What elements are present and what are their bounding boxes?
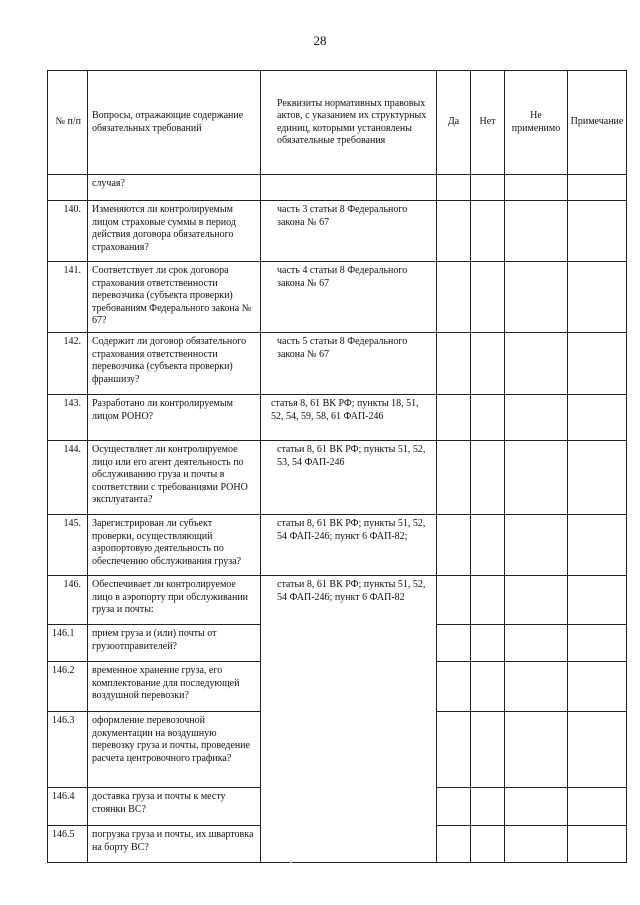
answer-yes-cell[interactable] [437,262,471,333]
row-requisites: часть 3 статьи 8 Федерального закона № 67 [261,201,437,262]
answer-no-cell[interactable] [471,625,505,662]
scan-speck [290,862,292,863]
row-question: Зарегистрирован ли субъект проверки, осуществляющий аэропортовую деятельность по обеспечению обслуживания груза? [88,515,261,576]
answer-yes-cell[interactable] [437,625,471,662]
row-question: Обеспечивает ли контролируемое лицо в аэропорту при обслуживании груза и почты: [88,576,261,625]
row-num: 145. [48,515,88,576]
row-question: временное хранение груза, его комплектование для последующей воздушной перевозки? [88,662,261,712]
note-cell[interactable] [568,515,627,576]
answer-na-cell[interactable] [505,712,568,788]
row-requisites: статья 8, 61 ВК РФ; пункты 18, 51, 52, 54, 59, 58, 61 ФАП-246 [261,395,437,441]
answer-na-cell[interactable] [505,625,568,662]
row-question: оформление перевозочной документации на воздушную перевозку груза и почты, проведение расчета центровочного графика? [88,712,261,788]
page-number: 28 [313,33,327,48]
note-cell[interactable] [568,175,627,201]
answer-no-cell[interactable] [471,201,505,262]
header-row [48,71,627,175]
row-num: 146. [48,576,88,625]
answer-na-cell[interactable] [505,788,568,826]
row-requisites: статьи 8, 61 ВК РФ; пункты 51, 52, 54 ФАП-246; пункт 6 ФАП-82; [261,515,437,576]
answer-no-cell[interactable] [471,515,505,576]
note-cell[interactable] [568,441,627,515]
row-num: 141. [48,262,88,333]
header-num: № п/п [48,71,88,175]
row-num: 144. [48,441,88,515]
note-cell[interactable] [568,662,627,712]
subrow-num: 146.3 [48,712,88,788]
subrow-num: 146.5 [48,826,88,863]
answer-na-cell[interactable] [505,395,568,441]
row-question: Содержит ли договор обязательного страхования ответственности перевозчика (субъекта проверки) франшизу? [88,333,261,395]
header-requisites: Реквизиты нормативных правовых актов, с указанием их структурных единиц, которыми установлены обязательные требования [261,71,437,175]
header-question: Вопросы, отражающие содержание обязательных требований [88,71,261,175]
answer-no-cell[interactable] [471,662,505,712]
answer-na-cell[interactable] [505,175,568,201]
row-num: 140. [48,201,88,262]
answer-na-cell[interactable] [505,576,568,625]
answer-na-cell[interactable] [505,262,568,333]
answer-no-cell[interactable] [471,262,505,333]
header-na: Не применимо [505,71,568,175]
note-cell[interactable] [568,625,627,662]
header-note: Примечание [568,71,627,175]
answer-no-cell[interactable] [471,576,505,625]
header-no: Нет [471,71,505,175]
answer-yes-cell[interactable] [437,441,471,515]
row-requisites [261,175,437,201]
row-num: 143. [48,395,88,441]
header-yes: Да [437,71,471,175]
note-cell[interactable] [568,333,627,395]
answer-na-cell[interactable] [505,826,568,863]
table-row [48,201,627,262]
table-row [48,395,627,441]
row-requisites: статьи 8, 61 ВК РФ; пункты 51, 52, 54 ФАП-246; пункт 6 ФАП-82 [261,576,437,863]
row-requisites: статьи 8, 61 ВК РФ; пункты 51, 52, 53, 54 ФАП-246 [261,441,437,515]
answer-no-cell[interactable] [471,712,505,788]
answer-yes-cell[interactable] [437,576,471,625]
table-row [48,262,627,333]
answer-no-cell[interactable] [471,788,505,826]
note-cell[interactable] [568,262,627,333]
note-cell[interactable] [568,395,627,441]
row-question: Соответствует ли срок договора страхования ответственности перевозчика (субъекта проверки) требованиям Федерального закона № 67? [88,262,261,333]
row-question: случая? [88,175,261,201]
table-row [48,333,627,395]
subrow-num: 146.2 [48,662,88,712]
note-cell[interactable] [568,826,627,863]
row-question: Разработано ли контролируемым лицом РОНО? [88,395,261,441]
answer-na-cell[interactable] [505,515,568,576]
row-question: прием груза и (или) почты от грузоотправителей? [88,625,261,662]
note-cell[interactable] [568,576,627,625]
answer-yes-cell[interactable] [437,333,471,395]
subrow-num: 146.4 [48,788,88,826]
answer-yes-cell[interactable] [437,826,471,863]
answer-yes-cell[interactable] [437,515,471,576]
answer-yes-cell[interactable] [437,175,471,201]
answer-no-cell[interactable] [471,826,505,863]
row-question: доставка груза и почты к месту стоянки ВС? [88,788,261,826]
answer-na-cell[interactable] [505,201,568,262]
table-row [48,441,627,515]
table-row [48,576,627,625]
row-num [48,175,88,201]
answer-na-cell[interactable] [505,333,568,395]
answer-yes-cell[interactable] [437,662,471,712]
note-cell[interactable] [568,788,627,826]
answer-no-cell[interactable] [471,395,505,441]
row-question: Осуществляет ли контролируемое лицо или его агент деятельность по обслуживанию груза и почты в соответствии с требованиями РОНО эксплуатанта? [88,441,261,515]
row-requisites: часть 5 статьи 8 Федерального закона № 67 [261,333,437,395]
row-requisites: часть 4 статьи 8 Федерального закона № 67 [261,262,437,333]
table-row [48,515,627,576]
checklist-table [47,70,627,863]
answer-yes-cell[interactable] [437,395,471,441]
answer-na-cell[interactable] [505,662,568,712]
row-question: Изменяются ли контролируемым лицом страховые суммы в период действия договора обязательного страхования? [88,201,261,262]
note-cell[interactable] [568,201,627,262]
answer-no-cell[interactable] [471,175,505,201]
answer-na-cell[interactable] [505,441,568,515]
note-cell[interactable] [568,712,627,788]
answer-no-cell[interactable] [471,441,505,515]
answer-yes-cell[interactable] [437,201,471,262]
row-question: погрузка груза и почты, их швартовка на борту ВС? [88,826,261,863]
answer-yes-cell[interactable] [437,788,471,826]
subrow-num: 146.1 [48,625,88,662]
answer-yes-cell[interactable] [437,712,471,788]
row-num: 142. [48,333,88,395]
table-row [48,175,627,201]
answer-no-cell[interactable] [471,333,505,395]
